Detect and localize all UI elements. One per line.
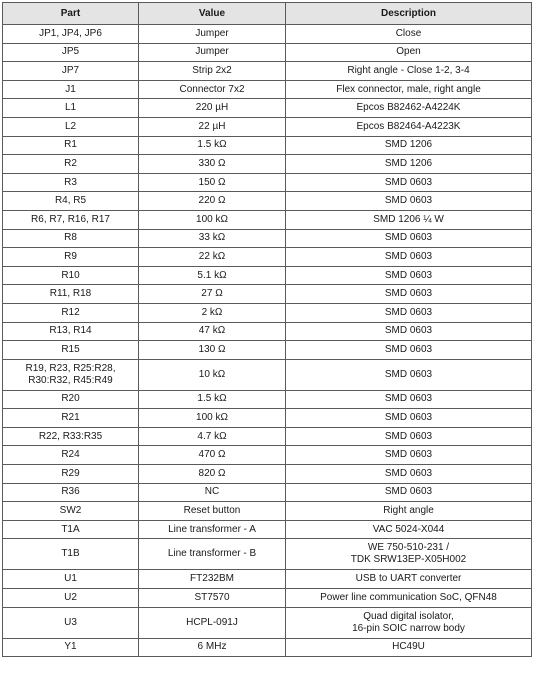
cell-value: 22 µH (139, 117, 286, 136)
cell-description: SMD 1206 ¼ W (286, 210, 532, 229)
cell-value: NC (139, 483, 286, 502)
cell-value: 22 kΩ (139, 248, 286, 267)
cell-part: R20 (3, 390, 139, 409)
cell-part: R22, R33:R35 (3, 427, 139, 446)
cell-description: Right angle (286, 502, 532, 521)
cell-part: R2 (3, 155, 139, 174)
table-row (3, 409, 532, 428)
cell-value: 1.5 kΩ (139, 136, 286, 155)
cell-value: 330 Ω (139, 155, 286, 174)
table-row (3, 465, 532, 484)
table-row (3, 192, 532, 211)
header-value: Value (139, 3, 286, 25)
cell-part: R21 (3, 409, 139, 428)
cell-part: U2 (3, 589, 139, 608)
cell-description: Epcos B82464-A4223K (286, 117, 532, 136)
cell-description: SMD 1206 (286, 136, 532, 155)
cell-description: SMD 0603 (286, 173, 532, 192)
cell-description: Close (286, 25, 532, 44)
cell-description: SMD 0603 (286, 465, 532, 484)
table-row (3, 80, 532, 99)
table-row (3, 427, 532, 446)
cell-value: 5.1 kΩ (139, 266, 286, 285)
cell-part: J1 (3, 80, 139, 99)
cell-description: SMD 0603 (286, 266, 532, 285)
cell-part: Y1 (3, 638, 139, 657)
cell-description: SMD 0603 (286, 322, 532, 341)
cell-description: WE 750-510-231 / TDK SRW13EP-X05H002 (286, 539, 532, 570)
cell-description: SMD 0603 (286, 303, 532, 322)
table-row (3, 502, 532, 521)
cell-value: 1.5 kΩ (139, 390, 286, 409)
cell-value: 33 kΩ (139, 229, 286, 248)
cell-description: SMD 0603 (286, 427, 532, 446)
cell-value: 27 Ω (139, 285, 286, 304)
table-row (3, 638, 532, 657)
cell-description: SMD 0603 (286, 341, 532, 360)
table-row (3, 483, 532, 502)
table-row (3, 303, 532, 322)
cell-value: 4.7 kΩ (139, 427, 286, 446)
header-description: Description (286, 3, 532, 25)
table-row (3, 589, 532, 608)
cell-value: 10 kΩ (139, 359, 286, 390)
cell-value: 220 µH (139, 99, 286, 118)
cell-part: R24 (3, 446, 139, 465)
table-row (3, 322, 532, 341)
cell-part: R11, R18 (3, 285, 139, 304)
cell-description: Right angle - Close 1-2, 3-4 (286, 62, 532, 81)
cell-value: 470 Ω (139, 446, 286, 465)
cell-part: R9 (3, 248, 139, 267)
cell-description: SMD 0603 (286, 285, 532, 304)
table-row (3, 210, 532, 229)
table-row (3, 539, 532, 570)
cell-description: Epcos B82462-A4224K (286, 99, 532, 118)
cell-part: R3 (3, 173, 139, 192)
cell-part: SW2 (3, 502, 139, 521)
cell-part: U3 (3, 607, 139, 638)
cell-value: 47 kΩ (139, 322, 286, 341)
cell-description: SMD 0603 (286, 359, 532, 390)
header-row (3, 3, 532, 25)
cell-part: JP1, JP4, JP6 (3, 25, 139, 44)
cell-part: JP7 (3, 62, 139, 81)
table-row (3, 390, 532, 409)
cell-value: FT232BM (139, 570, 286, 589)
cell-description: SMD 0603 (286, 192, 532, 211)
table-row (3, 25, 532, 44)
cell-part: T1B (3, 539, 139, 570)
cell-part: R13, R14 (3, 322, 139, 341)
cell-value: ST7570 (139, 589, 286, 608)
cell-part: U1 (3, 570, 139, 589)
table-row (3, 136, 532, 155)
cell-description: VAC 5024-X044 (286, 520, 532, 539)
cell-value: 100 kΩ (139, 210, 286, 229)
cell-description: SMD 0603 (286, 446, 532, 465)
cell-part: R1 (3, 136, 139, 155)
cell-part: R6, R7, R16, R17 (3, 210, 139, 229)
table-row (3, 117, 532, 136)
table-row (3, 285, 532, 304)
cell-value: 100 kΩ (139, 409, 286, 428)
cell-part: R29 (3, 465, 139, 484)
cell-description: HC49U (286, 638, 532, 657)
table-body (3, 25, 532, 657)
cell-part: R15 (3, 341, 139, 360)
cell-value: Jumper (139, 25, 286, 44)
table-row (3, 155, 532, 174)
bom-table (2, 2, 532, 657)
cell-part: R19, R23, R25:R28, R30:R32, R45:R49 (3, 359, 139, 390)
cell-value: HCPL-091J (139, 607, 286, 638)
table-row (3, 173, 532, 192)
cell-value: 130 Ω (139, 341, 286, 360)
cell-description: Open (286, 43, 532, 62)
cell-description: SMD 1206 (286, 155, 532, 174)
table-row (3, 359, 532, 390)
cell-description: Flex connector, male, right angle (286, 80, 532, 99)
cell-value: Connector 7x2 (139, 80, 286, 99)
table-row (3, 446, 532, 465)
cell-description: SMD 0603 (286, 390, 532, 409)
table-row (3, 520, 532, 539)
table-row (3, 570, 532, 589)
cell-part: L1 (3, 99, 139, 118)
cell-description: SMD 0603 (286, 483, 532, 502)
cell-value: Reset button (139, 502, 286, 521)
table-row (3, 607, 532, 638)
cell-part: L2 (3, 117, 139, 136)
cell-value: 150 Ω (139, 173, 286, 192)
table-row (3, 341, 532, 360)
cell-description: SMD 0603 (286, 229, 532, 248)
cell-part: R10 (3, 266, 139, 285)
cell-part: R4, R5 (3, 192, 139, 211)
cell-part: R8 (3, 229, 139, 248)
cell-part: JP5 (3, 43, 139, 62)
cell-value: 220 Ω (139, 192, 286, 211)
cell-value: 820 Ω (139, 465, 286, 484)
cell-description: SMD 0603 (286, 248, 532, 267)
table-row (3, 99, 532, 118)
cell-value: 6 MHz (139, 638, 286, 657)
table-row (3, 229, 532, 248)
table-row (3, 266, 532, 285)
cell-description: Quad digital isolator, 16-pin SOIC narrow body (286, 607, 532, 638)
cell-description: USB to UART converter (286, 570, 532, 589)
cell-part: R12 (3, 303, 139, 322)
table-row (3, 62, 532, 81)
header-part: Part (3, 3, 139, 25)
cell-description: Power line communication SoC, QFN48 (286, 589, 532, 608)
cell-description: SMD 0603 (286, 409, 532, 428)
cell-value: Line transformer - A (139, 520, 286, 539)
table-row (3, 43, 532, 62)
table-row (3, 248, 532, 267)
cell-value: 2 kΩ (139, 303, 286, 322)
cell-value: Strip 2x2 (139, 62, 286, 81)
cell-part: T1A (3, 520, 139, 539)
cell-value: Line transformer - B (139, 539, 286, 570)
cell-part: R36 (3, 483, 139, 502)
cell-value: Jumper (139, 43, 286, 62)
